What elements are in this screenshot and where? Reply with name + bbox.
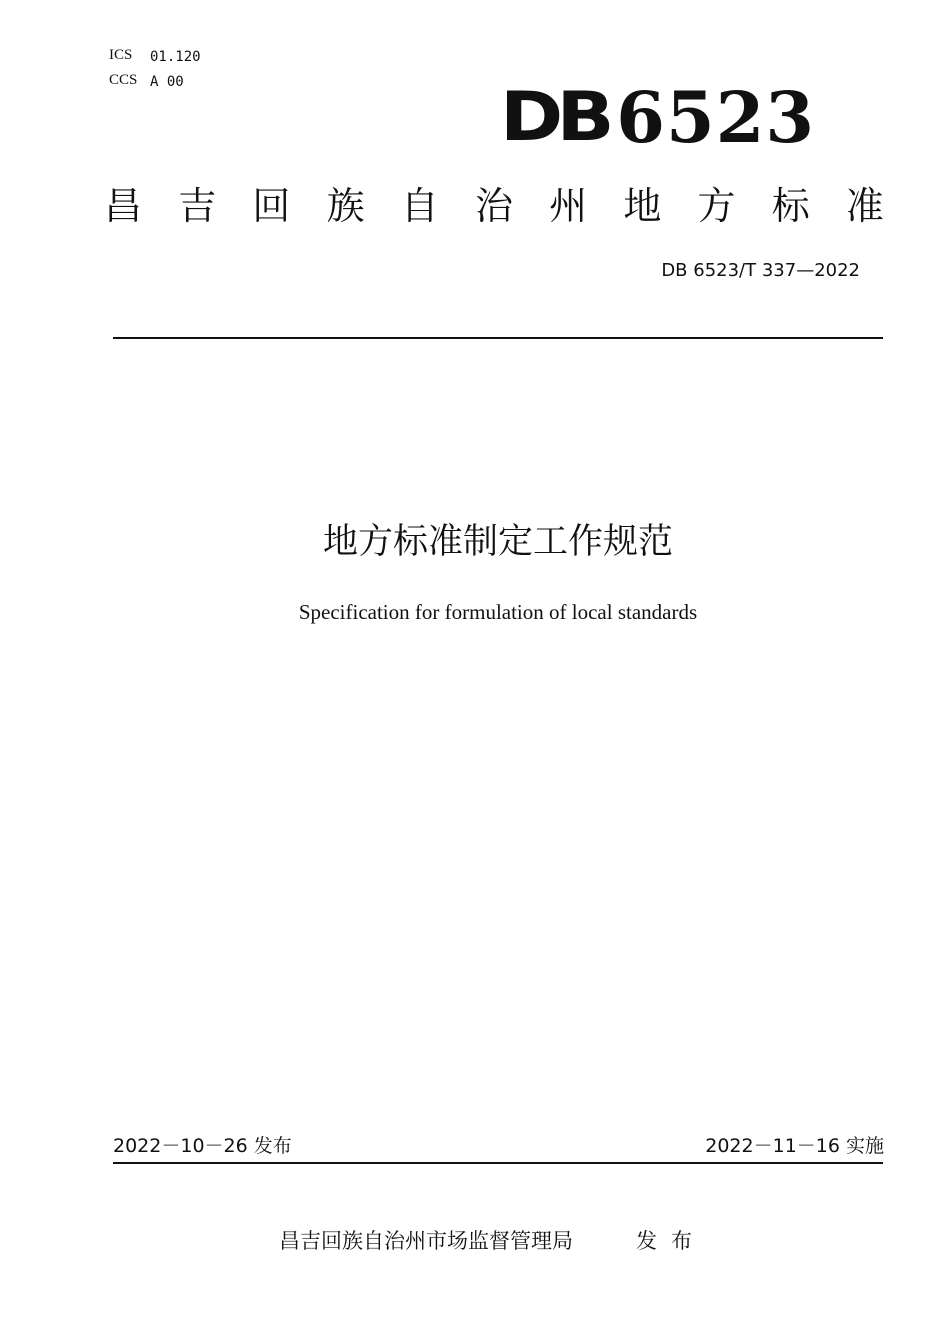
- standard-mark: [500, 76, 816, 159]
- standard-number: DB 6523/T 337—2022: [661, 260, 860, 281]
- ccs-value: A 00: [150, 74, 184, 90]
- organization-title-char: 地: [623, 184, 662, 228]
- publisher-name: 昌吉回族自治州市场监督管理局: [279, 1229, 573, 1253]
- standard-mark-number: 6523: [616, 76, 816, 159]
- organization-title-char: 族: [326, 184, 365, 228]
- organization-title-char: 治: [474, 184, 513, 228]
- organization-title-char: 标: [771, 184, 810, 228]
- document-title-english: Specification for formulation of local standards: [298, 600, 698, 624]
- ics-value: 01.120: [150, 49, 201, 65]
- ics-label: ICS: [109, 47, 133, 63]
- organization-title-char: 吉: [178, 184, 217, 228]
- organization-title-char: 自: [400, 184, 439, 228]
- standard-mark-letters: DB: [500, 78, 608, 157]
- header-divider: [113, 337, 883, 339]
- organization-title-char: 方: [697, 184, 736, 228]
- organization-title-char: 准: [845, 184, 884, 228]
- issue-date: 2022－10－26 发布: [113, 1135, 292, 1157]
- organization-title: [104, 182, 884, 230]
- footer-divider: [113, 1162, 883, 1164]
- organization-title-char: 回: [252, 184, 291, 228]
- ccs-label: CCS: [109, 72, 138, 88]
- publish-label: 发布: [636, 1229, 706, 1253]
- organization-title-char: 州: [549, 184, 588, 228]
- organization-title-char: 昌: [104, 184, 143, 228]
- document-title-chinese: 地方标准制定工作规范: [322, 522, 673, 562]
- implementation-date: 2022－11－16 实施: [705, 1135, 884, 1157]
